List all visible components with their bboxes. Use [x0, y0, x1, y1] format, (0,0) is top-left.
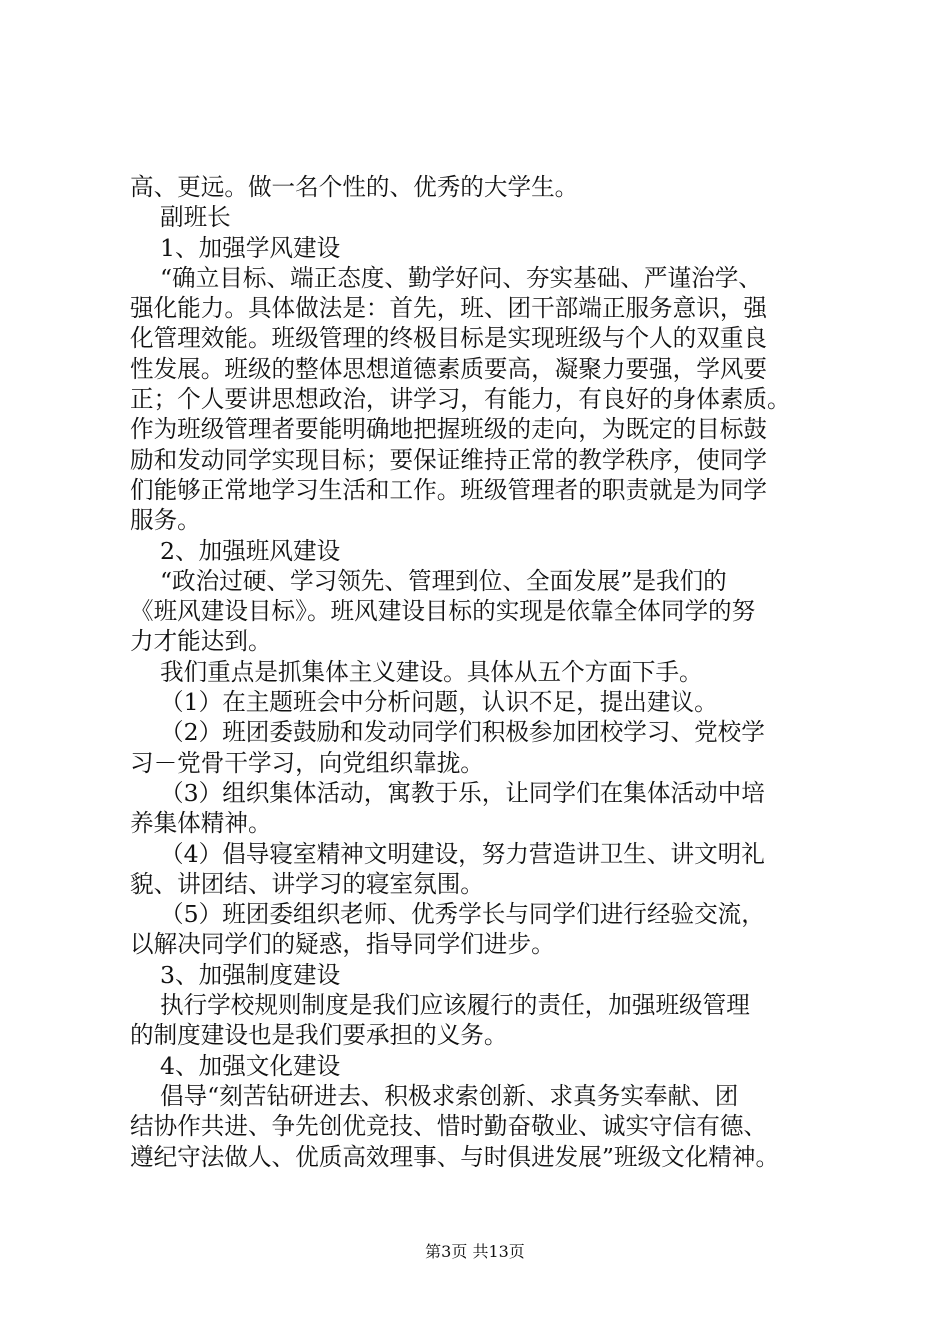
- text-line: 的制度建设也是我们要承担的义务。: [130, 1021, 508, 1050]
- section-heading: 3、加强制度建设: [130, 960, 341, 989]
- text-line: 正；个人要讲思想政治，讲学习，有能力，有良好的身体素质。: [130, 385, 791, 414]
- text-line: 高、更远。做一名个性的、优秀的大学生。: [130, 173, 579, 201]
- text-line: 们能够正常地学习生活和工作。班级管理者的职责就是为同学: [130, 475, 768, 504]
- page-footer: 第3页 共13页: [425, 1242, 525, 1261]
- text-line: 倡导“刻苦钻研进去、积极求索创新、求真务实奉献、团: [130, 1081, 739, 1110]
- text-line: 执行学校规则制度是我们应该履行的责任，加强班级管理: [130, 991, 750, 1020]
- text-line: 强化能力。具体做法是：首先，班、团干部端正服务意识，强: [130, 294, 768, 323]
- text-line: 化管理效能。班级管理的终极目标是实现班级与个人的双重良: [130, 324, 768, 353]
- text-line: 性发展。班级的整体思想道德素质要高，凝聚力要强，学风要: [130, 354, 768, 383]
- text-line: 习－党骨干学习，向党组织靠拢。: [130, 748, 484, 777]
- text-line: 遵纪守法做人、优质高效理事、与时俱进发展”班级文化精神。: [130, 1142, 780, 1171]
- text-line: 以解决同学们的疑惑，指导同学们进步。: [130, 930, 555, 959]
- section-heading: 4、加强文化建设: [130, 1051, 341, 1080]
- text-line: 貌、讲团结、讲学习的寝室氛围。: [130, 869, 484, 898]
- text-line: 《班风建设目标》。班风建设目标的实现是依靠全体同学的努: [130, 597, 756, 626]
- text-line: “确立目标、端正态度、勤学好问、夯实基础、严谨治学、: [130, 263, 762, 292]
- text-line: “政治过硬、学习领先、管理到位、全面发展”是我们的: [130, 566, 727, 595]
- section-heading: 2、加强班风建设: [130, 536, 341, 565]
- list-item: （3）组织集体活动，寓教于乐，让同学们在集体活动中培: [130, 778, 765, 807]
- section-heading: 1、加强学风建设: [130, 233, 341, 262]
- body-text: [130, 172, 835, 1172]
- list-item: （4）倡导寝室精神文明建设，努力营造讲卫生、讲文明礼: [130, 839, 765, 868]
- text-line: 作为班级管理者要能明确地把握班级的走向，为既定的目标鼓: [130, 415, 768, 444]
- text-line: 服务。: [130, 506, 201, 535]
- text-line: 我们重点是抓集体主义建设。具体从五个方面下手。: [130, 657, 703, 686]
- list-item: （1）在主题班会中分析问题，认识不足，提出建议。: [130, 688, 718, 717]
- text-line: 励和发动同学实现目标；要保证维持正常的教学秩序，使同学: [130, 445, 768, 474]
- section-heading: 副班长: [130, 203, 231, 232]
- text-line: 养集体精神。: [130, 809, 272, 838]
- list-item: （2）班团委鼓励和发动同学们积极参加团校学习、党校学: [130, 718, 765, 747]
- text-line: 力才能达到。: [130, 627, 272, 656]
- list-item: （5）班团委组织老师、优秀学长与同学们进行经验交流，: [130, 900, 765, 929]
- text-line: 结协作共进、争先创优竞技、惜时勤奋敬业、诚实守信有德、: [130, 1112, 768, 1141]
